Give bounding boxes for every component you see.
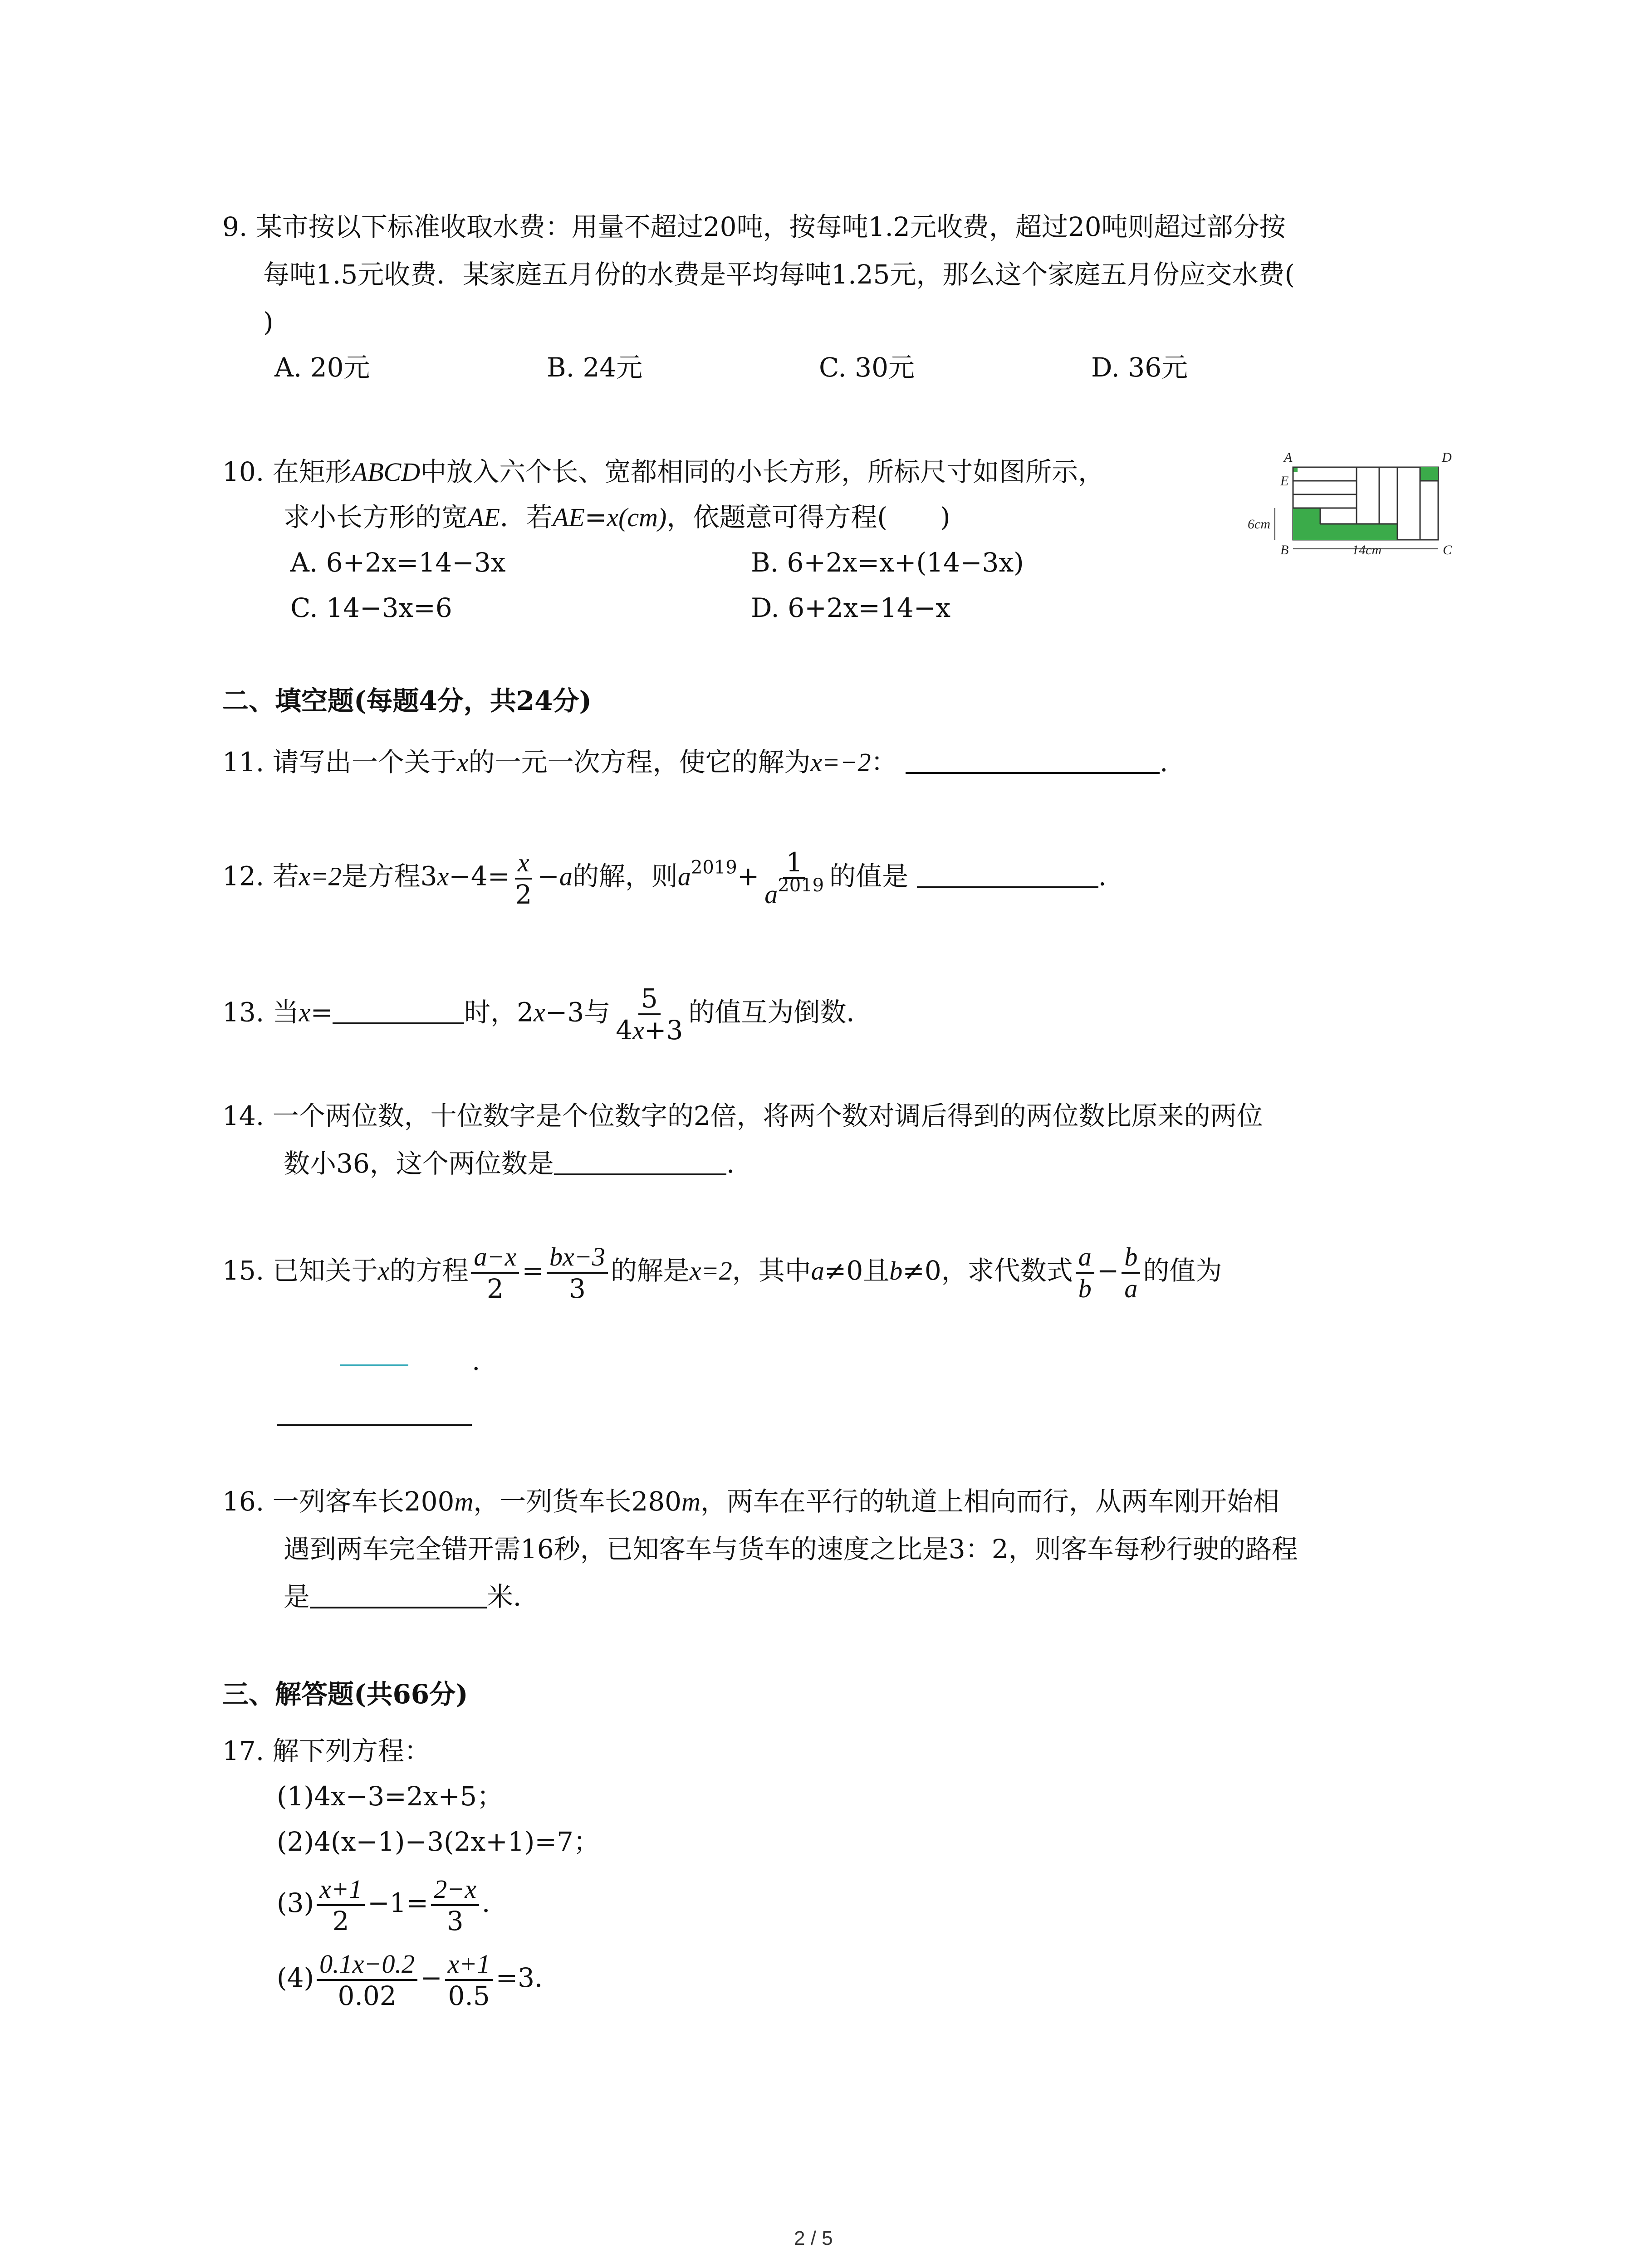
q11-solution: x=−2 [810, 748, 871, 777]
q17-text: − [420, 1962, 442, 1993]
q10-figure-label-e: E [1280, 474, 1289, 489]
q15-text: ≠0且 [824, 1255, 890, 1286]
q14-answer-blank[interactable] [554, 1146, 726, 1175]
q12-condition: x=2 [299, 861, 342, 891]
q9-line-2: 每吨1.5元收费．某家庭五月份的水费是平均每吨1.25元，那么这个家庭五月份应交水费( [263, 259, 1295, 290]
q13-text: 当 [272, 997, 299, 1028]
q12-text: 若 [272, 860, 299, 892]
q12-text: 是方程3 [341, 860, 437, 892]
q12-var: a [559, 861, 573, 891]
q17-text: (3) [277, 1887, 314, 1918]
q11-var: x [456, 748, 469, 777]
q17-title [222, 1733, 431, 1769]
section-2-title: 二、填空题(每题4分，共24分) [222, 685, 592, 716]
q10-ae: AE [468, 503, 500, 532]
q16-unit: m [681, 1487, 700, 1516]
q12-fraction-2: $\frac{1}{a^{2019}}$ [764, 847, 824, 909]
q16-text: ，两车在平行的轨道上相向而行，从两车刚开始相 [700, 1486, 1279, 1517]
q10-abcd: ABCD [351, 457, 421, 487]
q10-text: 求小长方形的宽 [284, 502, 468, 533]
q10-text: ，依题意可得方程( ) [666, 502, 950, 533]
q10-xcm: x(cm) [607, 503, 667, 532]
q17-text: =3． [495, 1962, 561, 1993]
q15-var: a [811, 1256, 824, 1286]
q9-option-c: C. 30元 [819, 352, 915, 383]
section-3-title: 三、解答题(共66分) [222, 1679, 468, 1710]
q13-text: = [310, 997, 333, 1028]
q10-option-d: D. 6+2x=14−x [751, 592, 951, 623]
q16-text: 一列客车长200 [272, 1486, 455, 1517]
q12-text: − [537, 860, 559, 892]
q13-answer-blank[interactable] [333, 995, 464, 1024]
q10-figure-green-bottom [1320, 524, 1397, 540]
q12-fraction: $\frac{x}{2}$ [515, 847, 532, 910]
q16-text: 米． [487, 1581, 540, 1612]
q15-fraction-1: $\frac{a-x}{2}$ [471, 1243, 519, 1303]
q12-text: + [737, 860, 759, 892]
q17-p4-fraction-2: $\frac{x+1}{0.5}$ [445, 1950, 493, 2010]
q12-power-exp: 2019 [691, 857, 737, 878]
q11-answer-blank[interactable] [906, 745, 1160, 774]
q10-text: 中放入六个长、宽都相同的小长方形，所标尺寸如图所示， [420, 456, 1105, 487]
q10-text: ．若 [500, 502, 553, 533]
q16-line-1 [222, 1483, 1279, 1520]
q10-line-2 [284, 499, 950, 536]
q16-unit: m [454, 1487, 474, 1516]
q12-text: −4= [449, 860, 510, 892]
q15-text: − [1097, 1255, 1119, 1286]
q10-figure-label-6cm: 6cm [1248, 517, 1270, 532]
q10-figure-label-14cm: 14cm [1352, 543, 1381, 557]
q12-end: . [1098, 860, 1107, 892]
q9-option-b: B. 24元 [547, 352, 643, 383]
q11-number: 11. [222, 747, 265, 777]
q13-fraction: $\frac{5}{4x+3}$ [616, 983, 683, 1046]
q15-fraction-4: $\frac{b}{a}$ [1122, 1243, 1140, 1303]
q12-text: 的解，则 [572, 860, 678, 892]
q15-text: ≠0，求代数式 [902, 1255, 1073, 1286]
q17-p3-fraction-2: $\frac{2-x}{3}$ [431, 1875, 479, 1935]
q15-answer-hint-line [340, 1364, 408, 1366]
q17-text: −1= [367, 1887, 429, 1918]
q17-text: 解下列方程： [272, 1735, 431, 1766]
q15-text: 的解是 [610, 1255, 690, 1286]
q15-text: 已知关于 [272, 1255, 378, 1286]
q11-text: 请写出一个关于 [272, 747, 457, 777]
q11-text: ： [871, 747, 897, 777]
q10-option-b: B. 6+2x=x+(14−3x) [751, 547, 1024, 578]
q15-text: 的方程 [389, 1255, 469, 1286]
q9-line-1: 9. 某市按以下标准收取水费：用量不超过20吨，按每吨1.2元收费，超过20吨则超过部分按 [222, 211, 1286, 242]
q15-text: ，其中 [732, 1255, 811, 1286]
q13-text: 的值互为倒数． [688, 997, 873, 1028]
q15-fraction-3: $\frac{a}{b}$ [1076, 1243, 1094, 1303]
q13 [222, 984, 872, 1045]
q13-number: 13. [222, 997, 265, 1028]
q15-fraction-2: $\frac{bx-3}{3}$ [547, 1243, 608, 1303]
q14-line-1 [222, 1098, 1263, 1134]
q17-part-1: (1)4x−3=2x+5； [277, 1781, 503, 1812]
q12 [222, 848, 1107, 909]
q13-text: 时，2 [464, 997, 534, 1028]
q11-text: 的一元一次方程，使它的解为 [468, 747, 811, 777]
q16-number: 16. [222, 1486, 265, 1517]
q15-var: x [377, 1256, 390, 1286]
q11-end: . [1159, 747, 1168, 777]
q14-end: . [726, 1148, 735, 1179]
q9-option-d: D. 36元 [1091, 352, 1188, 383]
q10-option-c: C. 14−3x=6 [290, 592, 452, 623]
q10-text: 在矩形 [272, 456, 352, 487]
q12-text: 的值是 [829, 860, 909, 892]
q17-part-2: (2)4(x−1)−3(2x+1)=7； [277, 1826, 600, 1857]
q13-var: x [299, 997, 311, 1027]
q15-number: 15. [222, 1255, 265, 1286]
q16-answer-blank[interactable] [310, 1579, 487, 1608]
q10-rectangle-figure [1248, 435, 1465, 581]
q15-solution: x=2 [689, 1256, 732, 1286]
q11 [222, 744, 1168, 781]
q15-text: 的值为 [1143, 1255, 1222, 1286]
q14-text: 数小36，这个两位数是 [284, 1148, 554, 1179]
q12-number: 12. [222, 860, 265, 892]
q14-number: 14. [222, 1100, 265, 1131]
q10-figure-label-b: B [1280, 543, 1289, 557]
q9-option-a: A. 20元 [274, 352, 370, 383]
q16-text: ，一列货车长280 [473, 1486, 682, 1517]
q13-text: −3与 [545, 997, 611, 1028]
q10-ae: AE [552, 503, 585, 532]
q17-part-3 [277, 1869, 508, 1937]
q17-number: 17. [222, 1735, 265, 1766]
q15-var: b [889, 1256, 903, 1286]
q10-figure-label-a: A [1284, 450, 1293, 465]
q10-figure-green-left [1293, 508, 1320, 540]
q10-line-1 [222, 454, 1104, 490]
q10-option-a: A. 6+2x=14−3x [290, 547, 506, 578]
q14-text: 一个两位数，十位数字是个位数字的2倍，将两个数对调后得到的两位数比原来的两位 [272, 1100, 1263, 1131]
q16-text: 是 [284, 1581, 310, 1612]
q10-figure-label-d: D [1442, 450, 1452, 465]
q12-answer-blank[interactable] [917, 859, 1098, 888]
q10-figure-green-corner [1420, 467, 1438, 481]
q15-text: = [522, 1255, 544, 1286]
q10-number: 10. [222, 456, 265, 487]
q14-line-2 [284, 1145, 735, 1182]
q12-var: x [437, 861, 449, 891]
q15-answer-blank[interactable] [277, 1424, 472, 1426]
q17-part-4 [277, 1944, 561, 2012]
q10-text: = [584, 502, 607, 533]
q17-p3-fraction-1: $\frac{x+1}{2}$ [317, 1875, 365, 1935]
q12-power-base: a [677, 861, 691, 891]
q13-var: x [533, 997, 545, 1027]
q15-end: . [472, 1345, 480, 1376]
q17-text: (4) [277, 1962, 314, 1993]
q17-p4-fraction-1: $\frac{0.1x-0.2}{0.02}$ [317, 1950, 417, 2010]
q10-figure-label-c: C [1443, 543, 1452, 557]
page-number: 2 / 5 [794, 2227, 833, 2249]
q16-line-2: 遇到两车完全错开需16秒，已知客车与货车的速度之比是3：2，则客车每秒行驶的路程 [284, 1534, 1298, 1564]
q9-line-3: ) [263, 307, 274, 337]
q17-text: ． [482, 1887, 509, 1918]
q16-line-3 [284, 1579, 539, 1615]
q15 [222, 1243, 1222, 1303]
